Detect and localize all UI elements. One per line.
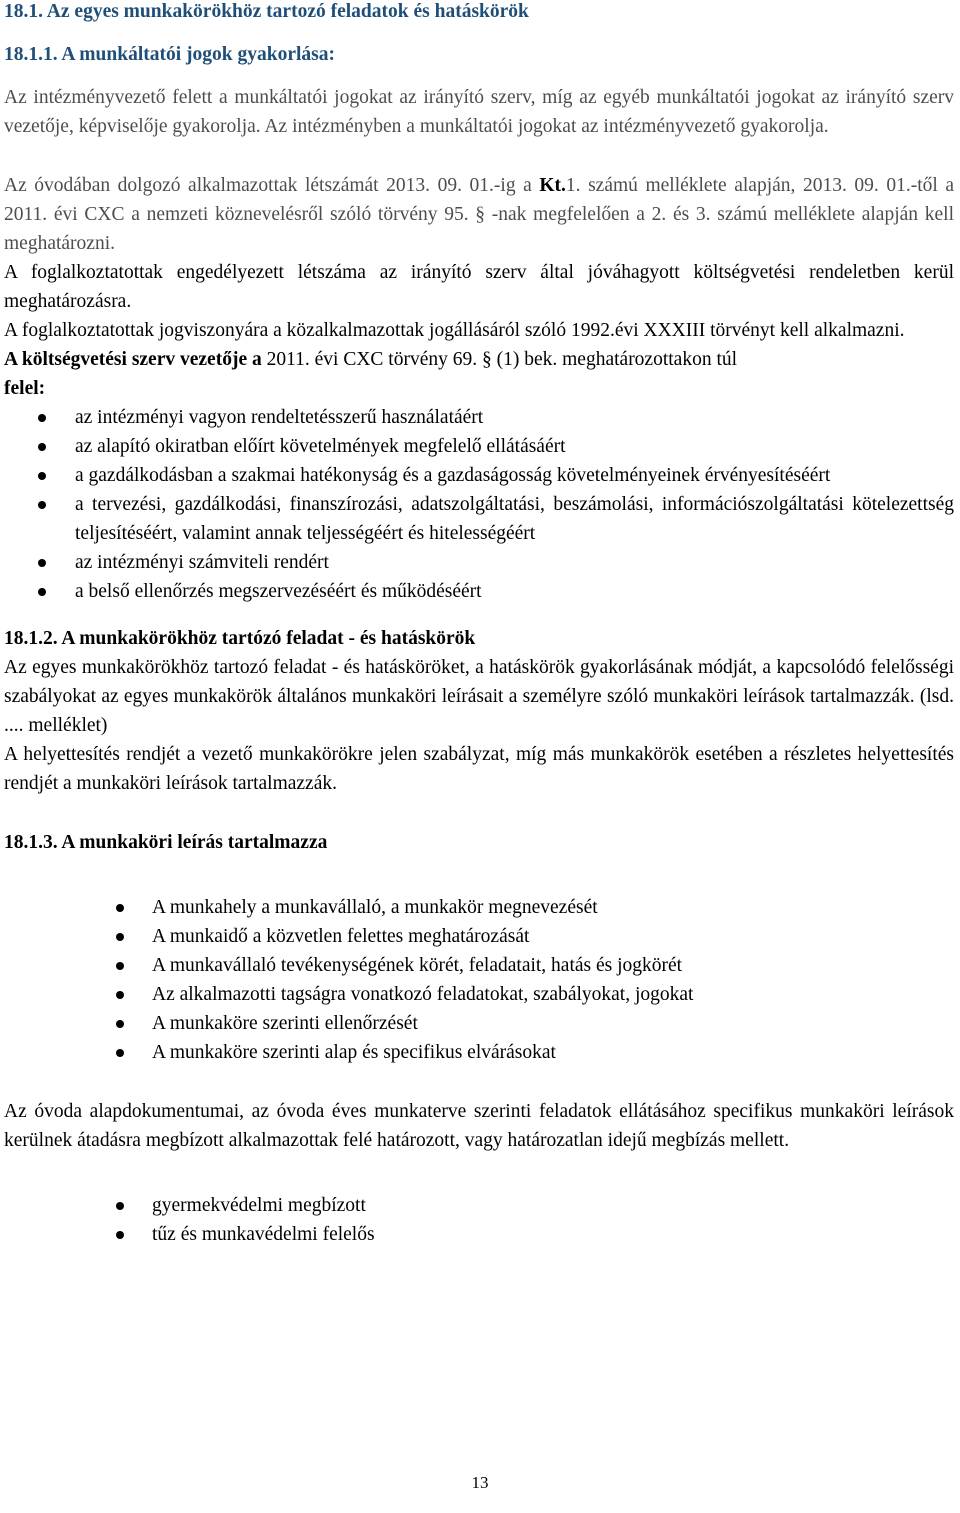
bullet-icon [116,1231,124,1239]
list-item-text: a tervezési, gazdálkodási, finanszírozási, adatszolgáltatási, beszámolási, információszolgáltatási kötelezettség teljesítéséért, valamint annak teljességéért és hitelességéért [75,494,954,544]
list-item [4,951,954,980]
paragraph-headcount [4,171,954,258]
responsibility-text: 2011. évi CXC törvény 69. § (1) bek. meghatározottakon túl [261,349,738,370]
list-item [4,1009,954,1038]
paragraph-duties: Az egyes munkakörökhöz tartozó feladat - és hatásköröket, a hatáskörök gyakorlásának módját, a kapcsolódó felelősségi szabályokat az egyes munkakörök általános munkaköri leírásait a személyre szóló munkaköri leírások tartalmazzák. (lsd. .... melléklet) [4,657,954,736]
paragraph-head-responsibility [4,345,954,403]
list-item [4,980,954,1009]
bullet-icon [38,443,46,451]
section-heading: 18.1. Az egyes munkakörökhöz tartozó feladatok és hatáskörök [4,1,529,22]
bullet-icon [116,991,124,999]
list-item-text: Az alkalmazotti tagságra vonatkozó feladatokat, szabályokat, jogokat [152,984,694,1005]
bullet-icon [38,588,46,596]
subsection-heading-duties: 18.1.2. A munkakörökhöz tartózó feladat - és hatáskörök [4,628,476,649]
list-item-text: tűz és munkavédelmi felelős [152,1224,375,1245]
responsibility-bold-lead: A költségvetési szerv vezetője a [4,349,262,370]
paragraph-substitution: A helyettesítés rendjét a vezető munkakörökre jelen szabályzat, míg más munkakörök esetében a részletes helyettesítés rendjét a munkaköri leírások tartalmazzák. [4,744,954,794]
list-item-text: a gazdálkodásban a szakmai hatékonyság és a gazdaságosság követelményeinek érvényesítéséért [75,465,831,486]
list-item [4,577,954,606]
document-page [4,0,954,1249]
bullet-icon [116,1049,124,1057]
list-item-text: az intézményi számviteli rendért [75,552,329,573]
list-item [4,1191,954,1220]
bullet-icon [116,962,124,970]
list-item-text: A munkaköre szerinti ellenőrzését [152,1013,418,1034]
list-item-text: gyermekvédelmi megbízott [152,1195,366,1216]
paragraph-employer-rights: Az intézményvezető felett a munkáltatói jogokat az irányító szerv, míg az egyéb munkáltatói jogokat az irányító szerv vezetője, képviselője gyakorolja. Az intézményben a munkáltatói jogokat az intézményvezető gyakorolja. [4,87,954,137]
list-item-text: A munkahely a munkavállaló, a munkakör megnevezését [152,897,598,918]
list-item-text: az alapító okiratban előírt követelmények megfelelő ellátásáért [75,436,566,457]
bullet-icon [116,933,124,941]
list-item [4,432,954,461]
bullet-icon [38,472,46,480]
list-item-text: A munkavállaló tevékenységének körét, feladatait, hatás és jogkörét [152,955,683,976]
list-item [4,893,954,922]
list-item [4,922,954,951]
subsection-heading-employer-rights: 18.1.1. A munkáltatói jogok gyakorlása: [4,44,335,65]
subsection-heading-job-description: 18.1.3. A munkaköri leírás tartalmazza [4,832,328,853]
job-description-list [4,893,954,1067]
list-item [4,1220,954,1249]
list-item-text: A munkaidő a közvetlen felettes meghatározását [152,926,530,947]
headcount-text-a: Az óvodában dolgozó alkalmazottak létszámát 2013. 09. 01.-ig a [4,175,540,196]
list-item [4,403,954,432]
list-item [4,490,954,548]
list-item-text: az intézményi vagyon rendeltetésszerű használatáért [75,407,484,428]
bullet-icon [38,501,46,509]
bullet-icon [38,559,46,567]
list-item-text: a belső ellenőrzés megszervezéséért és működéséért [75,581,482,602]
headcount-text-b: 1. számú melléklete alapján, 2013. 09. 01.-től a 2011. évi CXC a nemzeti köznevelésről szóló törvény 95. § -nak megfelelően a 2. és 3. számú melléklete alapján kell meghatározni. [4,175,954,254]
bullet-icon [116,904,124,912]
list-item [4,461,954,490]
bullet-icon [116,1202,124,1210]
paragraph-legal-status: A foglalkoztatottak jogviszonyára a közalkalmazottak jogállásáról szóló 1992.évi XXXIII törvényt kell alkalmazni. [4,320,905,341]
bullet-icon [38,414,46,422]
responsibility-bold-felel: felel: [4,378,46,399]
paragraph-specific-descriptions: Az óvoda alapdokumentumai, az óvoda éves munkaterve szerinti feladatok ellátásához specifikus munkaköri leírások kerülnek átadásra megbízott alkalmazottak felé határozott, vagy határozatlan idejű megbízás mellett. [4,1101,954,1151]
bullet-icon [116,1020,124,1028]
list-item [4,548,954,577]
paragraph-approved-headcount: A foglalkoztatottak engedélyezett létszáma az irányító szerv által jóváhagyott költségvetési rendeletben kerül meghatározásra. [4,262,954,312]
list-item-text: A munkaköre szerinti alap és specifikus elvárásokat [152,1042,556,1063]
page-number: 13 [471,1473,489,1492]
list-item [4,1038,954,1067]
responsibility-list [4,403,954,606]
assignment-list [4,1191,954,1249]
headcount-kt: Kt. [539,175,566,196]
